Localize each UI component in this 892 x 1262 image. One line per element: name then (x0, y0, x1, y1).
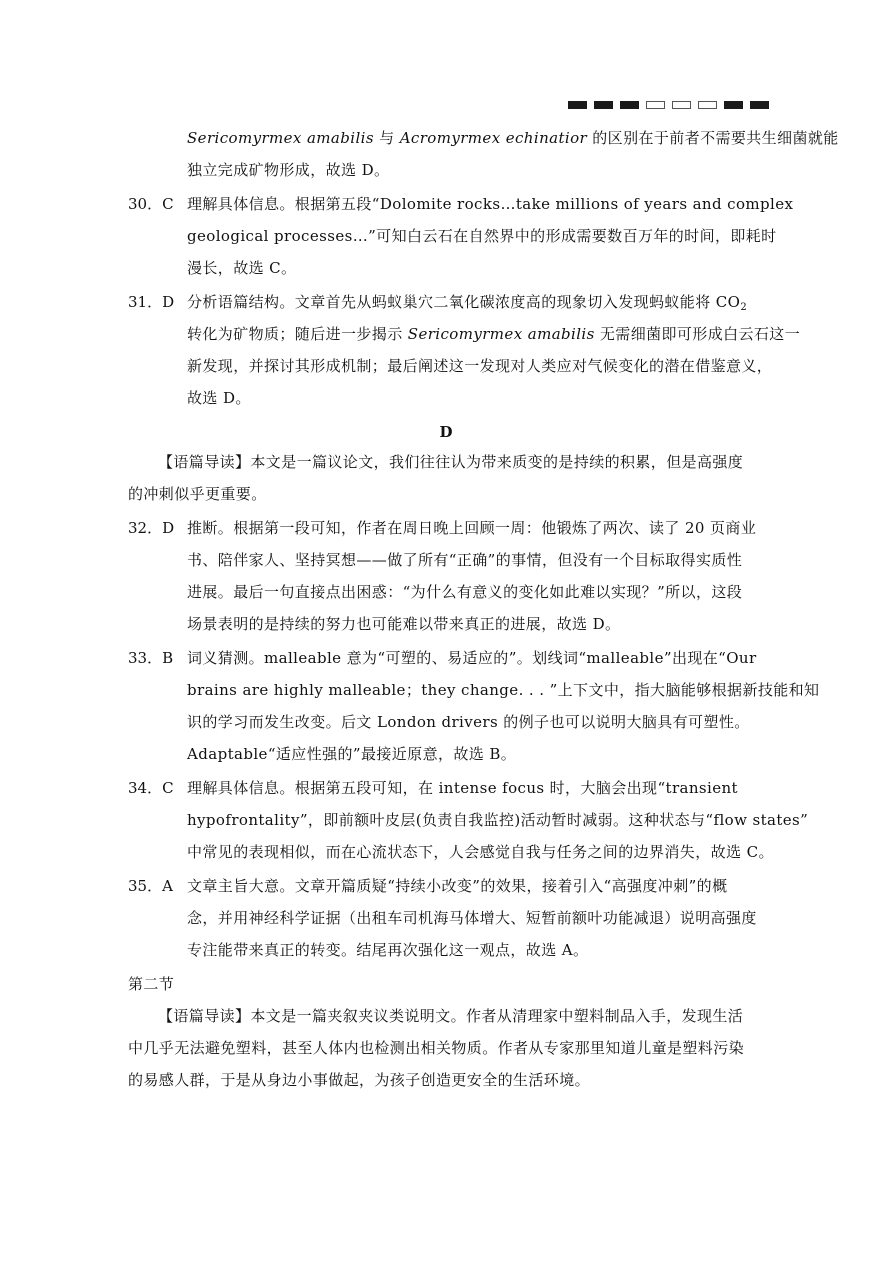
q32-number: 32．D (128, 519, 175, 537)
q31-line-1 (187, 292, 747, 312)
text: 分析语篇结构。文章首先从蚂蚁巢穴二氧化碳浓度高的现象切入发现蚂蚁能将 CO (187, 293, 741, 311)
q34-line-1: 理解具体信息。根据第五段可知，在 intense focus 时，大脑会出现“transient (187, 779, 738, 797)
q31-number: 31．D (128, 293, 175, 311)
q30-line-2: geological processes…”可知白云石在自然界中的形成需要数百万年的时间，即耗时 (187, 227, 777, 245)
q31-line-3: 新发现，并探讨其形成机制；最后阐述这一发现对人类应对气候变化的潜在借鉴意义， (187, 357, 773, 375)
q34-line-3: 中常见的表现相似，而在心流状态下，人会感觉自我与任务之间的边界消失，故选 C。 (187, 843, 774, 861)
header-mark-empty (698, 101, 717, 109)
q31-line-4: 故选 D。 (187, 389, 251, 407)
q30-line-1: 理解具体信息。根据第五段“Dolomite rocks…take millions of years and complex (187, 195, 794, 213)
q34-number: 34．C (128, 779, 174, 797)
guide-d-line-1: 【语篇导读】本文是一篇议论文，我们往往认为带来质变的是持续的积累，但是高强度 (158, 453, 744, 471)
q33-line-4: Adaptable“适应性强的”最接近原意，故选 B。 (187, 745, 517, 763)
q32-line-3: 进展。最后一句直接点出困惑：“为什么有意义的变化如此难以实现？”所以，这段 (187, 583, 743, 601)
guide-2-line-2: 中几乎无法避免塑料，甚至人体内也检测出相关物质。作者从专家那里知道儿童是塑料污染 (128, 1039, 745, 1057)
q35-line-2: 念，并用神经科学证据（出租车司机海马体增大、短暂前额叶功能减退）说明高强度 (187, 909, 757, 927)
text: 无需细菌即可形成白云石这一 (594, 325, 801, 343)
text: 与 (373, 129, 400, 147)
species-name: Sericomyrmex amabilis (407, 325, 595, 343)
q30-line-3: 漫长，故选 C。 (187, 259, 297, 277)
q33-line-2: brains are highly malleable；they change. . . ”上下文中，指大脑能够根据新技能和知 (187, 681, 820, 699)
text: 转化为矿物质；随后进一步揭示 (187, 325, 408, 343)
q33-number: 33．B (128, 649, 174, 667)
q33-line-3: 识的学习而发生改变。后文 London drivers 的例子也可以说明大脑具有可塑性。 (187, 713, 750, 731)
guide-2-line-3: 的易感人群，于是从身边小事做起，为孩子创造更安全的生活环境。 (128, 1071, 591, 1089)
header-mark-empty (646, 101, 665, 109)
guide-d-line-2: 的冲刺似乎更重要。 (128, 485, 267, 503)
header-mark-filled (620, 101, 639, 109)
header-mark-filled (724, 101, 743, 109)
q35-line-1: 文章主旨大意。文章开篇质疑“持续小改变”的效果，接着引入“高强度冲刺”的概 (187, 877, 728, 895)
q34-line-2: hypofrontality”，即前额叶皮层(负责自我监控)活动暂时减弱。这种状态与“flow states” (187, 811, 809, 829)
text: 的区别在于前者不需要共生细菌就能 (587, 129, 839, 147)
q35-number: 35．A (128, 877, 173, 895)
q29-line-1 (187, 128, 839, 148)
species-name: Sericomyrmex amabilis (187, 129, 374, 147)
q29-line-2: 独立完成矿物形成，故选 D。 (187, 161, 390, 179)
q35-line-3: 专注能带来真正的转变。结尾再次强化这一观点，故选 A。 (187, 941, 589, 959)
q30-number: 30．C (128, 195, 174, 213)
q32-line-1: 推断。根据第一段可知，作者在周日晚上回顾一周：他锻炼了两次、读了 20 页商业 (187, 519, 757, 537)
section-2-title: 第二节 (128, 975, 175, 993)
species-name: Acromyrmex echinatior (399, 129, 588, 147)
q32-line-2: 书、陪伴家人、坚持冥想——做了所有“正确”的事情，但没有一个目标取得实质性 (187, 551, 743, 569)
q33-line-1: 词义猜测。malleable 意为“可塑的、易适应的”。划线词“malleable”出现在“Our (187, 649, 757, 667)
header-mark-empty (672, 101, 691, 109)
header-marks (568, 101, 769, 109)
subscript: 2 (740, 302, 748, 313)
header-mark-filled (594, 101, 613, 109)
q32-line-4: 场景表明的是持续的努力也可能难以带来真正的进展，故选 D。 (187, 615, 621, 633)
header-mark-filled (568, 101, 587, 109)
guide-2-line-1: 【语篇导读】本文是一篇夹叙夹议类说明文。作者从清理家中塑料制品入手，发现生活 (158, 1007, 744, 1025)
section-d-title: D (439, 423, 453, 441)
q31-line-2 (187, 324, 800, 344)
header-mark-filled (750, 101, 769, 109)
